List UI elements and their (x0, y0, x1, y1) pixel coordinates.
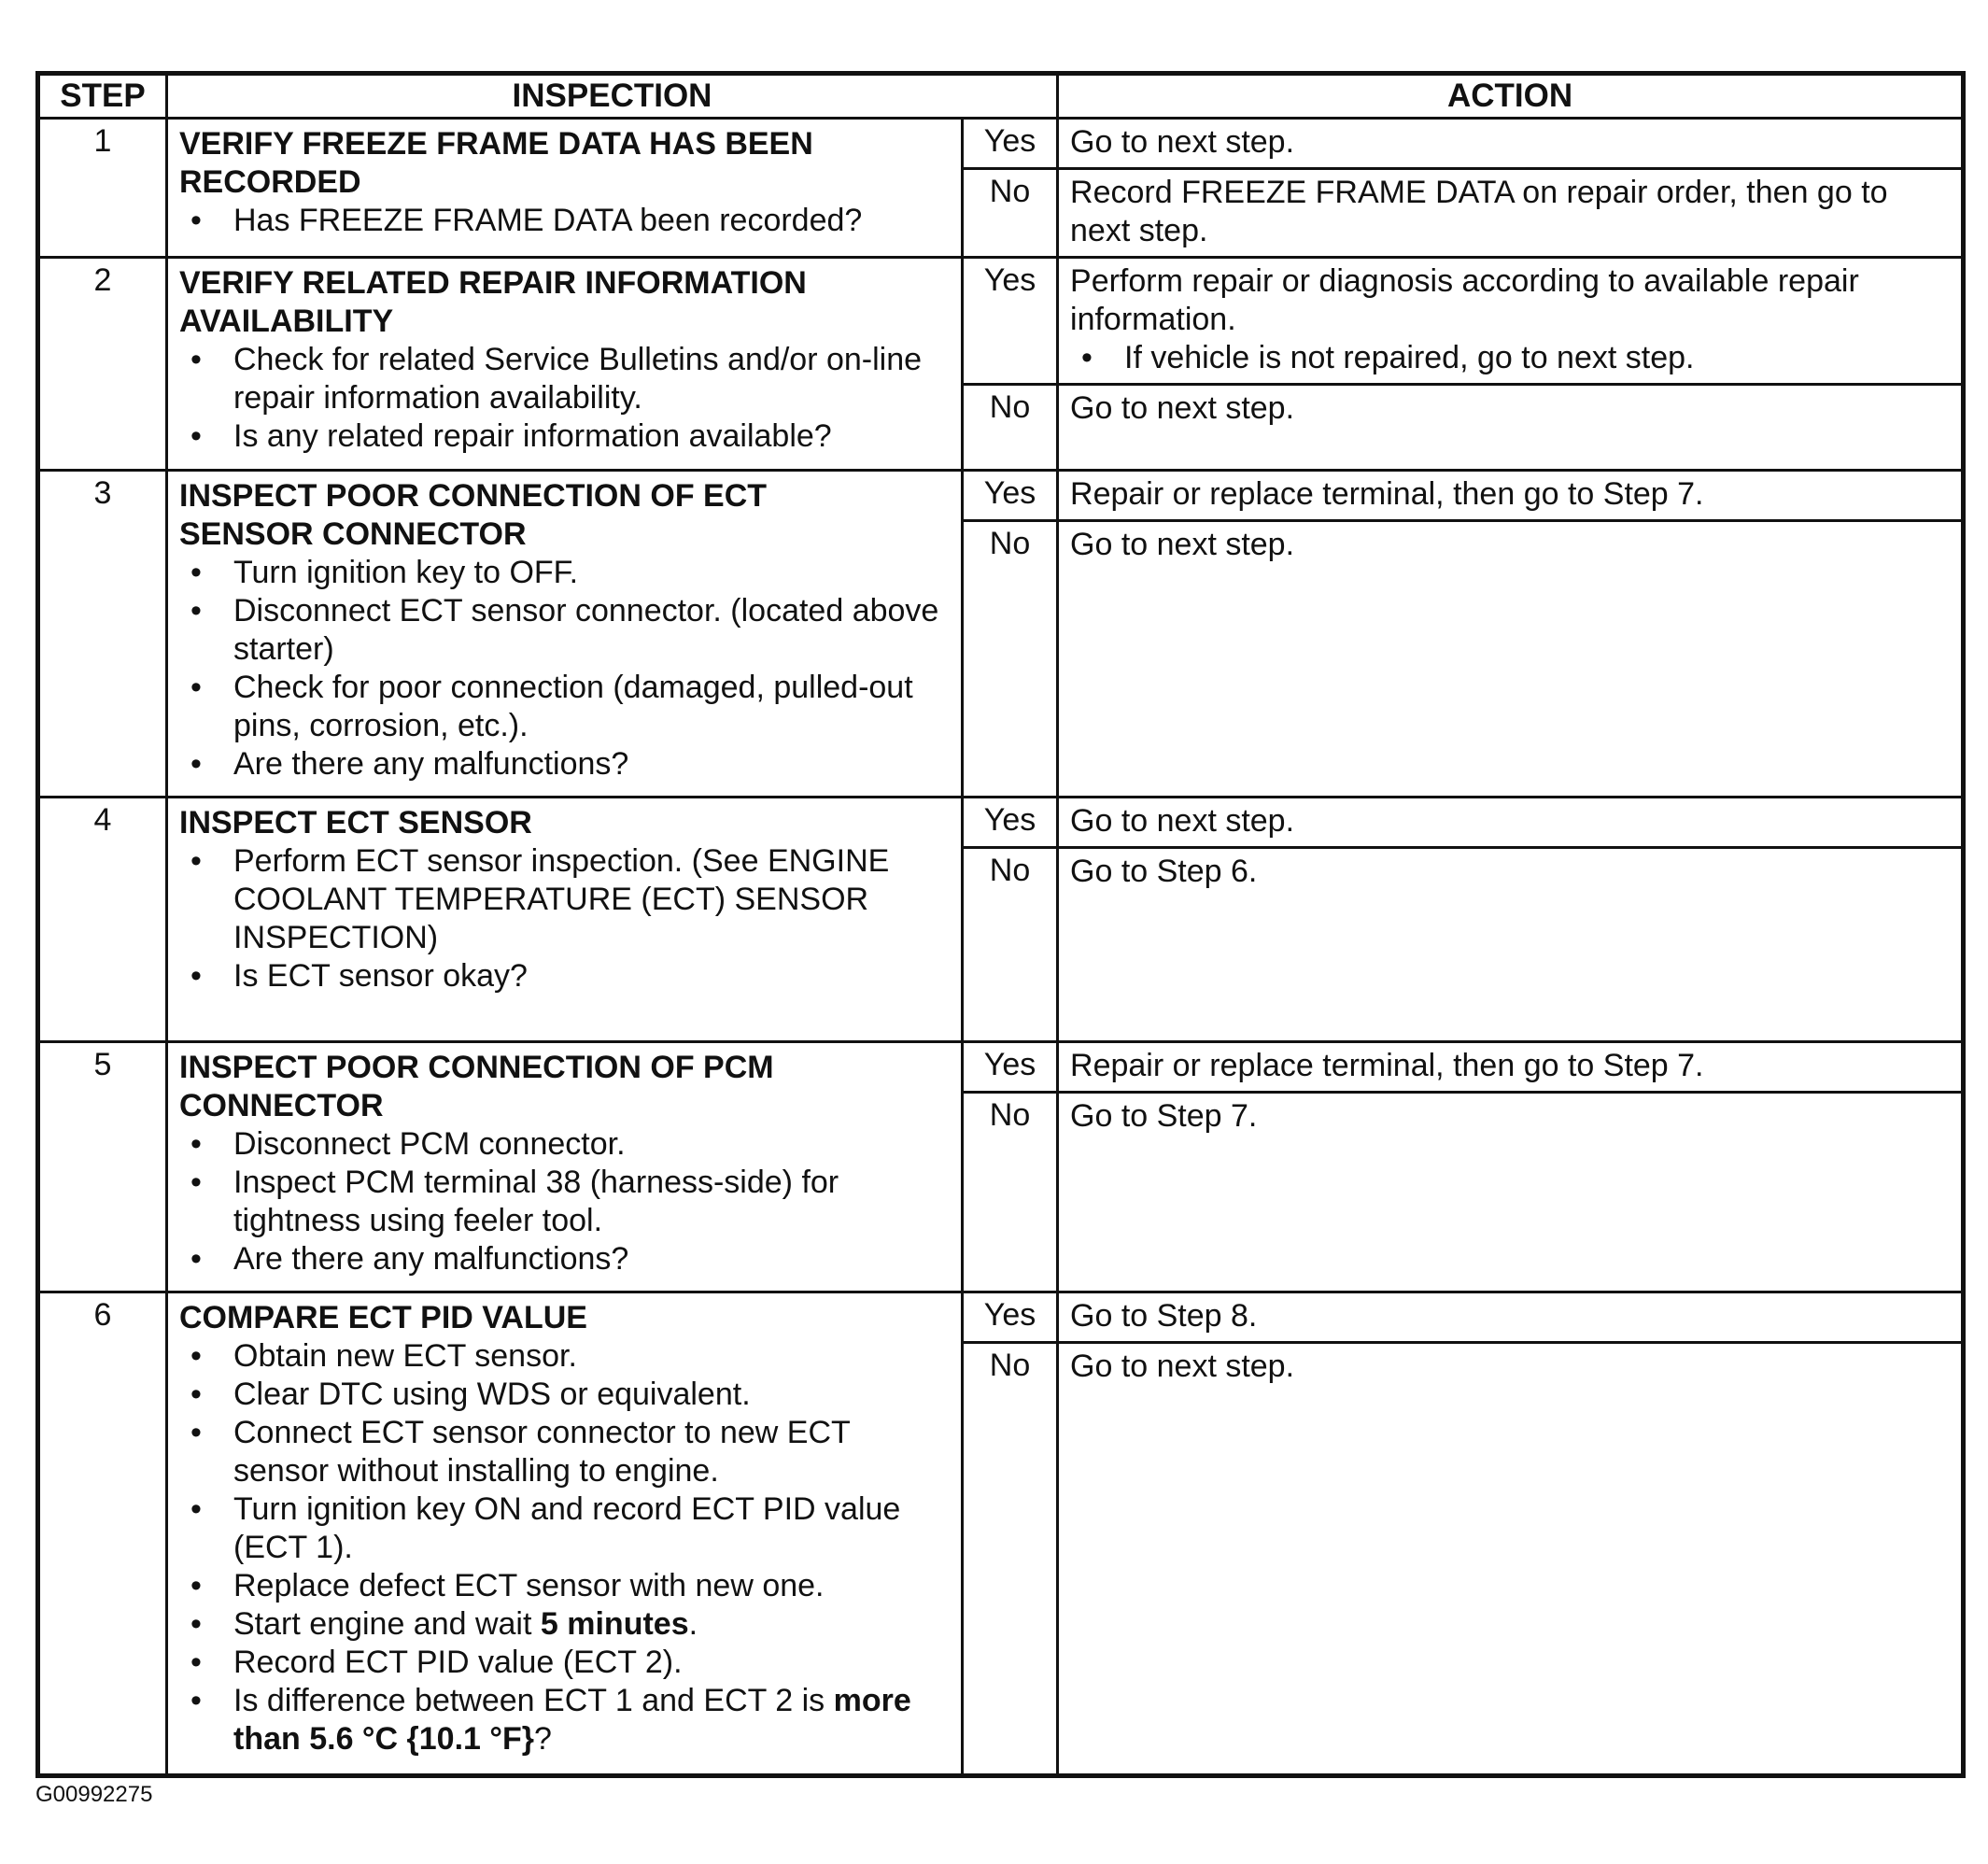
yes-label: Yes (963, 471, 1058, 521)
bullet-item: • Obtain new ECT sensor. (233, 1337, 948, 1376)
bullet-text: . (688, 1606, 698, 1642)
no-action: Go to Step 6. (1058, 848, 1964, 1042)
inspection-cell (167, 471, 963, 798)
bullet-item: • Is ECT sensor okay? (233, 957, 948, 996)
step-row (38, 1292, 1964, 1343)
step-number: 1 (38, 119, 167, 258)
inspection-bullets (179, 1337, 948, 1758)
step-row (38, 798, 1964, 848)
title-line: INSPECT POOR CONNECTION OF ECT (179, 478, 768, 514)
bullet-item: • Disconnect PCM connector. (233, 1125, 948, 1164)
yes-action-bullets (1070, 339, 1950, 377)
figure-id-label: G00992275 (35, 1782, 153, 1807)
step-number: 5 (38, 1042, 167, 1292)
bullet-item: • Connect ECT sensor connector to new ECT sensor without installing to engine. (233, 1414, 948, 1490)
bullet-item: • Turn ignition key ON and record ECT PID value (ECT 1). (233, 1490, 948, 1567)
yes-label: Yes (963, 798, 1058, 848)
title-line: INSPECT POOR CONNECTION OF PCM (179, 1050, 774, 1085)
yes-action-cell (1058, 258, 1964, 385)
step-row (38, 471, 1964, 521)
inspection-title (179, 477, 948, 554)
inspection-bullets (179, 202, 948, 240)
bullet-item (233, 1682, 948, 1758)
bullet-text: Start engine and wait (233, 1606, 541, 1642)
step-number: 4 (38, 798, 167, 1042)
bullet-item: • Perform ECT sensor inspection. (See ENGINE COOLANT TEMPERATURE (ECT) SENSOR INSPECTION) (233, 842, 948, 957)
title-line: VERIFY RELATED REPAIR INFORMATION (179, 265, 807, 301)
inspection-bullets (179, 554, 948, 784)
step-row (38, 1042, 1964, 1093)
yes-label: Yes (963, 1292, 1058, 1343)
header-row (38, 74, 1964, 119)
no-action: Go to next step. (1058, 385, 1964, 471)
inspection-cell (167, 798, 963, 1042)
inspection-title (179, 125, 948, 202)
yes-action: Perform repair or diagnosis according to available repair information. (1070, 263, 1859, 337)
no-label: No (963, 1093, 1058, 1292)
step-row (38, 258, 1964, 385)
title-line: COMPARE ECT PID VALUE (179, 1300, 587, 1335)
bullet-emphasis: 5 minutes (540, 1606, 689, 1642)
inspection-title (179, 804, 948, 842)
yes-action: Go to Step 8. (1058, 1292, 1964, 1343)
no-action: Go to next step. (1058, 521, 1964, 798)
yes-action: Repair or replace terminal, then go to Step 7. (1058, 1042, 1964, 1093)
bullet-item: • Replace defect ECT sensor with new one. (233, 1567, 948, 1605)
inspection-bullets (179, 842, 948, 996)
yes-label: Yes (963, 258, 1058, 385)
bullet-item: • Is any related repair information available? (233, 417, 948, 456)
no-label: No (963, 385, 1058, 471)
title-line: SENSOR CONNECTOR (179, 516, 527, 552)
inspection-cell (167, 119, 963, 258)
no-label: No (963, 521, 1058, 798)
bullet-item: • Are there any malfunctions? (233, 1240, 948, 1278)
yes-action: Go to next step. (1058, 798, 1964, 848)
no-label: No (963, 169, 1058, 258)
title-line: VERIFY FREEZE FRAME DATA HAS BEEN (179, 126, 813, 162)
bullet-item: • Clear DTC using WDS or equivalent. (233, 1376, 948, 1414)
no-action: Record FREEZE FRAME DATA on repair order, then go to next step. (1058, 169, 1964, 258)
bullet-item: • Has FREEZE FRAME DATA been recorded? (233, 202, 948, 240)
bullet-item: • Record ECT PID value (ECT 2). (233, 1644, 948, 1682)
title-line: AVAILABILITY (179, 304, 394, 339)
no-label: No (963, 848, 1058, 1042)
bullet-item: • Check for related Service Bulletins and/or on-line repair information availability. (233, 341, 948, 417)
action-column-header: ACTION (1058, 74, 1964, 119)
step-column-header: STEP (38, 74, 167, 119)
inspection-column-header: INSPECTION (167, 74, 1058, 119)
step-row (38, 119, 1964, 169)
diagnostic-table (35, 71, 1966, 1778)
bullet-text: Is difference between ECT 1 and ECT 2 is (233, 1683, 834, 1718)
title-line: RECORDED (179, 164, 361, 200)
inspection-bullets (179, 1125, 948, 1278)
yes-label: Yes (963, 1042, 1058, 1093)
inspection-title (179, 264, 948, 341)
diagnostic-procedure-sheet (35, 71, 1961, 1778)
inspection-cell (167, 1042, 963, 1292)
bullet-item: • Check for poor connection (damaged, pulled-out pins, corrosion, etc.). (233, 669, 948, 745)
bullet-item: • If vehicle is not repaired, go to next step. (1124, 339, 1950, 377)
yes-action: Go to next step. (1058, 119, 1964, 169)
title-line: CONNECTOR (179, 1088, 384, 1123)
bullet-item (233, 1605, 948, 1644)
step-number: 3 (38, 471, 167, 798)
inspection-title (179, 1299, 948, 1337)
title-line: INSPECT ECT SENSOR (179, 805, 532, 840)
bullet-text: ? (533, 1721, 552, 1757)
inspection-cell (167, 1292, 963, 1776)
inspection-title (179, 1049, 948, 1125)
inspection-cell (167, 258, 963, 471)
bullet-item: • Inspect PCM terminal 38 (harness-side) for tightness using feeler tool. (233, 1164, 948, 1240)
yes-action: Repair or replace terminal, then go to Step 7. (1058, 471, 1964, 521)
no-action: Go to Step 7. (1058, 1093, 1964, 1292)
step-number: 2 (38, 258, 167, 471)
bullet-item: • Are there any malfunctions? (233, 745, 948, 784)
inspection-bullets (179, 341, 948, 456)
bullet-emphasis: more than 5.6 °C {10.1 °F} (233, 1683, 911, 1757)
bullet-item: • Disconnect ECT sensor connector. (located above starter) (233, 592, 948, 669)
bullet-item: • Turn ignition key to OFF. (233, 554, 948, 592)
yes-label: Yes (963, 119, 1058, 169)
no-label: No (963, 1343, 1058, 1776)
no-action: Go to next step. (1058, 1343, 1964, 1776)
step-number: 6 (38, 1292, 167, 1776)
